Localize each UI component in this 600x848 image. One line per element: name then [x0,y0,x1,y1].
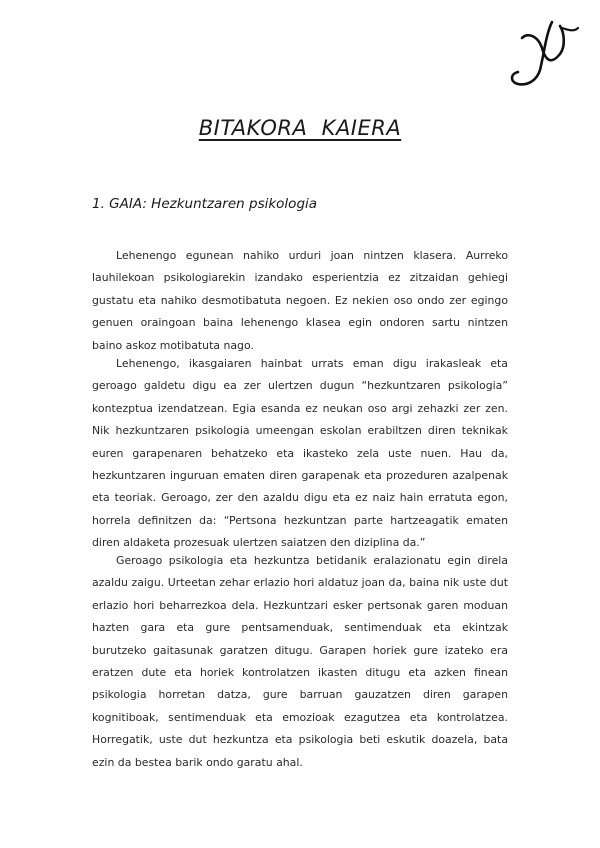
section-heading: 1. GAIA: Hezkuntzaren psikologia [92,196,318,212]
paragraph-1: Lehenengo egunean nahiko urduri joan nintzen klasera. Aurreko lauhilekoan psikologiarekin izandako esperientzia ez zitzaidan gehiegi gustatu eta nahiko desmotibatuta negoen. Ez nekien oso ondo zer egingo genuen oraingoan baina lehenengo klasea egin ondoren sartu nintzen baino askoz motibatuta nago. [92,249,508,352]
paragraph-2: Lehenengo, ikasgaiaren hainbat urrats eman digu irakasleak eta geroago galdetu digu ea zer ulertzen dugun “hezkuntzaren psikologia” kontezptua izendatzean. Egia esanda ez neukan oso argi zehazki zer zen. Nik hezkuntzaren psikologia umeengan eskolan erabiltzen diren teknikak euren garapenaren behatzeko eta ikasteko zela uste nuen. Hau da, hezkuntzaren inguruan ematen diren garapenak eta prozeduren azalpenak eta teoriak. Geroago, zer den azaldu digu eta ez naiz hain erratuta egon, horrela definitzen da: “Pertsona hezkuntzan parte hartzeagatik ematen diren aldaketa prozesuak ulertzen saiatzen den diziplina da.” [92,357,508,550]
psi-logo-icon [500,14,582,92]
paragraph-3: Geroago psikologia eta hezkuntza betidanik eralazionatu egin direla azaldu zaigu. Urteetan zehar erlazio hori aldatuz joan da, baina nik uste dut erlazio hori beharrezkoa dela. Hezkuntzari esker pertsonak garen moduan hazten gara eta gure pentsamenduak, sentimenduak eta ekintzak burutzeko gaitasunak garatzen ditugu. Garapen horiek gure izateko era eratzen dute eta horiek kontrolatzen ikasten ditugu eta azken finean psikologia horretan datza, gure barruan gauzatzen diren garapen kognitiboak, sentimenduak eta emozioak ezagutzea eta kontrolatzea. Horregatik, uste dut hezkuntza eta psikologia beti eskutik doazela, bata ezin da bestea barik ondo garatu ahal. [92,554,508,769]
document-title: BITAKORA KAIERA [198,116,402,140]
